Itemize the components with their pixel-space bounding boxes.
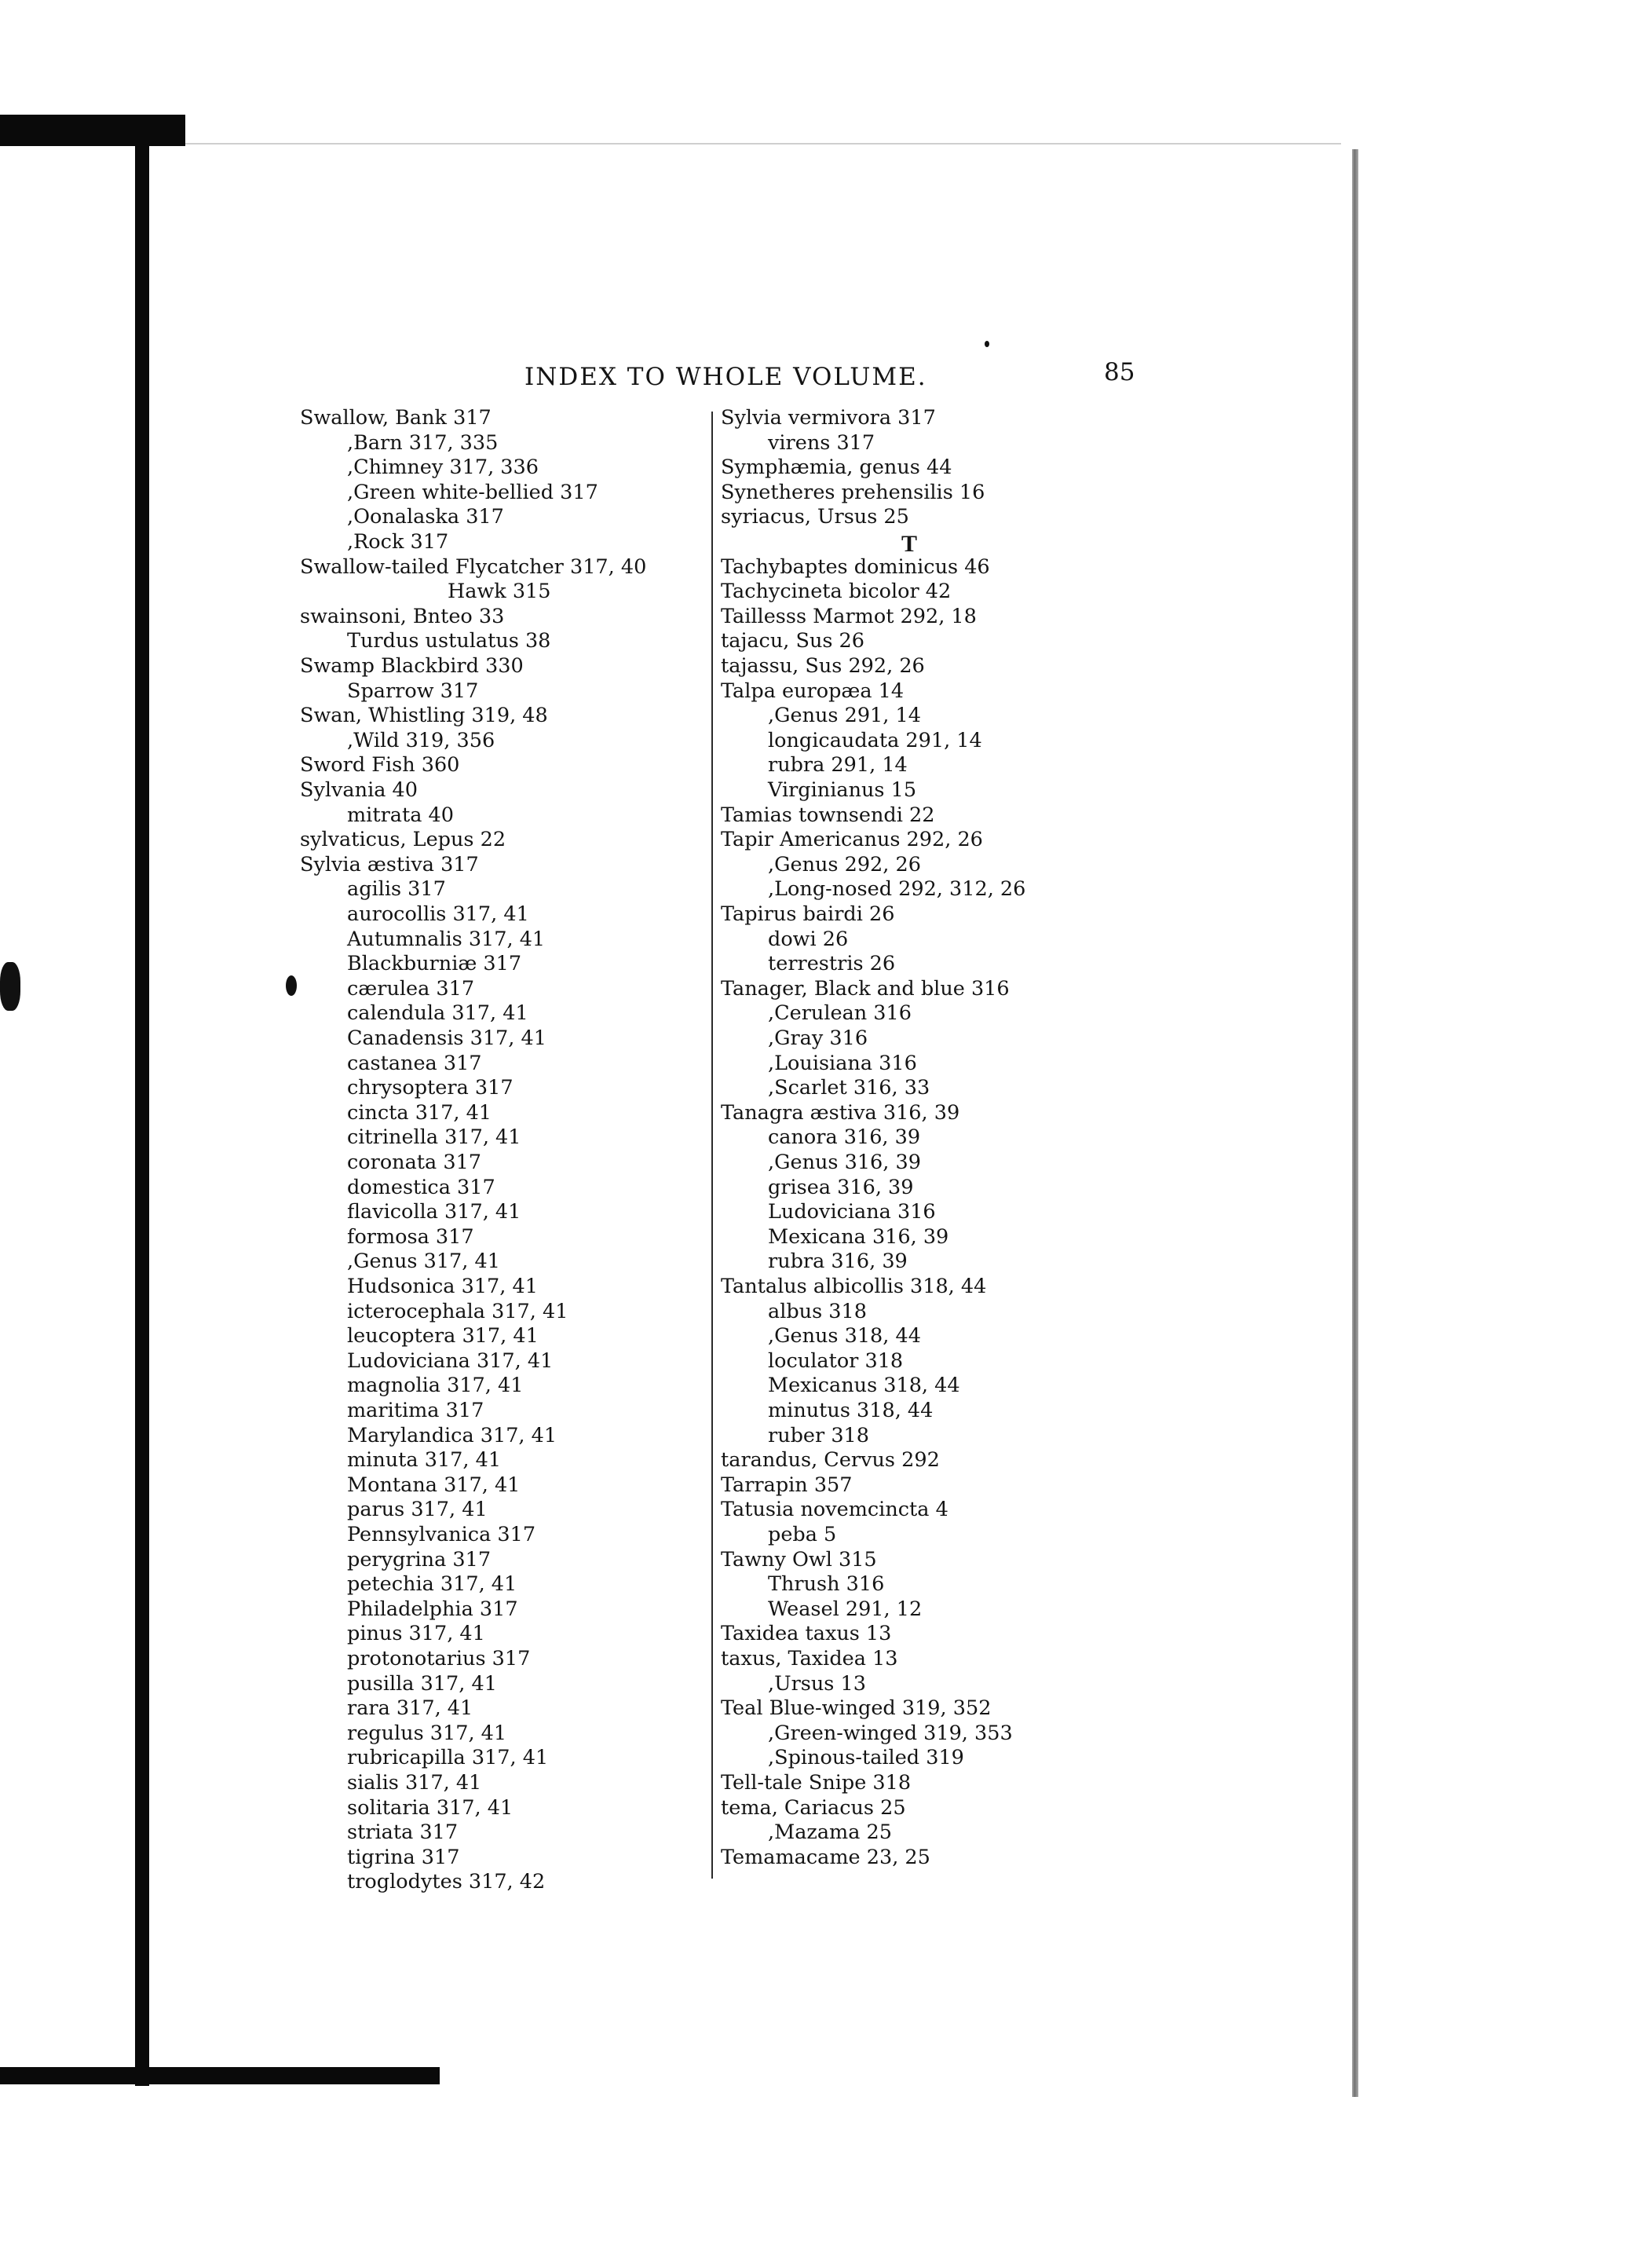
index-entry: albus 318	[768, 1299, 867, 1323]
index-entry: maritima 317	[347, 1399, 484, 1422]
index-entry: Mexicanus 318, 44	[768, 1374, 960, 1398]
page-top-edge	[179, 143, 1341, 145]
index-entry: Tell-tale Snipe 318	[721, 1771, 912, 1795]
scan-spot	[286, 975, 297, 996]
index-entry: Turdus ustulatus 38	[347, 629, 551, 653]
index-entry: ,Barn 317, 335	[347, 430, 499, 455]
index-entry: Tawny Owl 315	[721, 1547, 877, 1572]
index-entry: calendula 317, 41	[347, 1001, 528, 1026]
index-entry: ,Spinous-tailed 319	[768, 1746, 964, 1770]
index-entry: ,Wild 319, 356	[347, 728, 495, 752]
section-letter: T	[901, 531, 918, 557]
scan-spot	[985, 341, 989, 347]
index-entry: cincta 317, 41	[347, 1100, 492, 1125]
index-entry: minutus 318, 44	[768, 1399, 934, 1422]
index-entry: troglodytes 317, 42	[347, 1870, 546, 1894]
index-entry: Sylvania 40	[300, 778, 418, 802]
index-entry: Marylandica 317, 41	[347, 1423, 557, 1447]
index-entry: ,Genus 291, 14	[768, 704, 921, 728]
index-entry: tarandus, Cervus 292	[721, 1448, 940, 1473]
index-entry: Taxidea taxus 13	[721, 1622, 892, 1646]
scan-spot	[0, 962, 20, 1011]
index-entry: Mexicana 316, 39	[768, 1224, 949, 1249]
index-entry: Philadelphia 317	[347, 1597, 518, 1621]
index-entry: Swamp Blackbird 330	[300, 654, 524, 678]
index-entry: grisea 316, 39	[768, 1175, 914, 1199]
index-entry: rubra 291, 14	[768, 753, 908, 778]
index-entry: castanea 317	[347, 1051, 482, 1075]
index-entry: Teal Blue-winged 319, 352	[721, 1696, 992, 1721]
binder-bar-bottom	[0, 2067, 440, 2084]
index-entry: ,Rock 317	[347, 530, 449, 554]
index-entry: pusilla 317, 41	[347, 1671, 497, 1696]
index-entry: Ludoviciana 316	[768, 1200, 936, 1224]
index-entry: longicaudata 291, 14	[768, 728, 982, 752]
index-entry: Sword Fish 360	[300, 753, 460, 778]
index-entry: ,Chimney 317, 336	[347, 456, 539, 480]
index-entry: ,Oonalaska 317	[347, 505, 504, 529]
index-entry: Virginianus 15	[768, 778, 917, 802]
index-entry: Tatusia novemcincta 4	[721, 1498, 948, 1522]
index-entry: Tamias townsendi 22	[721, 803, 935, 827]
index-entry: minuta 317, 41	[347, 1448, 502, 1473]
index-entry: solitaria 317, 41	[347, 1795, 514, 1820]
index-entry: perygrina 317	[347, 1547, 492, 1572]
index-entry: aurocollis 317, 41	[347, 902, 529, 926]
index-entry: Ludoviciana 317, 41	[347, 1348, 554, 1373]
index-entry: sialis 317, 41	[347, 1771, 482, 1795]
index-entry: ,Gray 316	[768, 1026, 868, 1050]
index-entry: Temamacame 23, 25	[721, 1845, 930, 1869]
index-entry: Hudsonica 317, 41	[347, 1275, 538, 1298]
index-entry: Synetheres prehensilis 16	[721, 480, 985, 504]
index-entry: Hawk 315	[448, 580, 551, 604]
index-entry: coronata 317	[347, 1151, 482, 1174]
index-entry: rubra 316, 39	[768, 1250, 908, 1274]
index-entry: agilis 317	[347, 877, 446, 902]
index-entry: syriacus, Ursus 25	[721, 505, 909, 529]
index-entry: Pennsylvanica 317	[347, 1523, 536, 1546]
index-entry: mitrata 40	[347, 803, 454, 827]
index-entry: Talpa europæa 14	[721, 679, 905, 703]
index-entry: peba 5	[768, 1523, 837, 1546]
index-entry: Montana 317, 41	[347, 1473, 521, 1497]
index-entry: regulus 317, 41	[347, 1721, 507, 1745]
index-entry: terrestris 26	[768, 952, 896, 976]
index-entry: rubricapilla 317, 41	[347, 1746, 549, 1770]
page-number: 85	[1104, 358, 1135, 386]
index-entry: tigrina 317	[347, 1845, 460, 1869]
page-header	[0, 358, 1652, 394]
index-entry: Sylvia vermivora 317	[721, 406, 936, 430]
index-entry: Canadensis 317, 41	[347, 1026, 546, 1050]
index-entry: petechia 317, 41	[347, 1572, 517, 1597]
index-entry: Autumnalis 317, 41	[347, 927, 546, 951]
index-entry: Sparrow 317	[347, 679, 479, 703]
index-entry: ,Mazama 25	[768, 1820, 892, 1845]
index-entry: protonotarius 317	[347, 1647, 531, 1670]
index-entry: Weasel 291, 12	[768, 1597, 923, 1621]
index-entry: Tapirus bairdi 26	[721, 902, 895, 926]
index-entry: ruber 318	[768, 1423, 869, 1447]
index-entry: Swallow, Bank 317	[300, 406, 492, 430]
index-entry: ,Genus 292, 26	[768, 852, 921, 876]
index-entry: ,Genus 318, 44	[768, 1324, 921, 1348]
index-entry: Swan, Whistling 319, 48	[300, 704, 548, 728]
index-entry: Tanagra æstiva 316, 39	[721, 1100, 960, 1125]
index-entry: Tachycineta bicolor 42	[721, 580, 952, 604]
index-entry: Thrush 316	[768, 1572, 885, 1597]
index-entry: tema, Cariacus 25	[721, 1795, 906, 1820]
index-entry: tajassu, Sus 292, 26	[721, 654, 925, 678]
index-entry: ,Genus 317, 41	[347, 1250, 500, 1274]
index-entry: tajacu, Sus 26	[721, 629, 865, 653]
page-right-edge	[1352, 149, 1358, 2097]
index-entry: pinus 317, 41	[347, 1622, 485, 1646]
index-entry: dowi 26	[768, 927, 849, 951]
index-entry: Symphæmia, genus 44	[721, 456, 952, 480]
index-entry: ,Genus 316, 39	[768, 1151, 921, 1174]
index-entry: rara 317, 41	[347, 1696, 473, 1721]
index-entry: virens 317	[768, 430, 875, 455]
index-entry: Tachybaptes dominicus 46	[721, 554, 990, 579]
index-entry: Tanager, Black and blue 316	[721, 976, 1010, 1001]
binder-bar-vertical	[135, 138, 149, 2086]
index-entry: taxus, Taxidea 13	[721, 1647, 898, 1670]
index-entry: ,Green white-bellied 317	[347, 480, 598, 504]
index-entry: loculator 318	[768, 1348, 904, 1373]
running-title: INDEX TO WHOLE VOLUME.	[524, 363, 927, 391]
index-entry: formosa 317	[347, 1224, 474, 1249]
index-entry: ,Green-winged 319, 353	[768, 1721, 1013, 1745]
binder-bar-top	[0, 115, 185, 146]
index-entry: Tarrapin 357	[721, 1473, 853, 1497]
index-entry: leucoptera 317, 41	[347, 1324, 539, 1348]
index-entry: citrinella 317, 41	[347, 1125, 521, 1150]
column-divider	[711, 412, 713, 1879]
index-entry: ,Ursus 13	[768, 1671, 866, 1696]
index-entry: magnolia 317, 41	[347, 1374, 524, 1398]
index-entry: swainsoni, Bnteo 33	[300, 604, 505, 628]
index-entry: ,Cerulean 316	[768, 1001, 912, 1026]
index-entry: Swallow-tailed Flycatcher 317, 40	[300, 554, 647, 579]
index-entry: cærulea 317	[347, 976, 475, 1001]
index-entry: ,Scarlet 316, 33	[768, 1076, 930, 1100]
index-entry: Tantalus albicollis 318, 44	[721, 1275, 987, 1298]
index-entry: ,Louisiana 316	[768, 1051, 917, 1075]
index-entry: Taillesss Marmot 292, 18	[721, 604, 977, 628]
index-entry: parus 317, 41	[347, 1498, 488, 1522]
index-entry: Tapir Americanus 292, 26	[721, 828, 983, 852]
index-entry: domestica 317	[347, 1175, 495, 1199]
index-entry: sylvaticus, Lepus 22	[300, 828, 506, 852]
index-entry: Blackburniæ 317	[347, 952, 522, 976]
index-entry: icterocephala 317, 41	[347, 1299, 568, 1323]
index-entry: ,Long-nosed 292, 312, 26	[768, 877, 1026, 902]
index-entry: striata 317	[347, 1820, 459, 1845]
index-entry: chrysoptera 317	[347, 1076, 514, 1100]
index-entry: Sylvia æstiva 317	[300, 852, 479, 876]
index-entry: canora 316, 39	[768, 1125, 921, 1150]
index-entry: flavicolla 317, 41	[347, 1200, 521, 1224]
